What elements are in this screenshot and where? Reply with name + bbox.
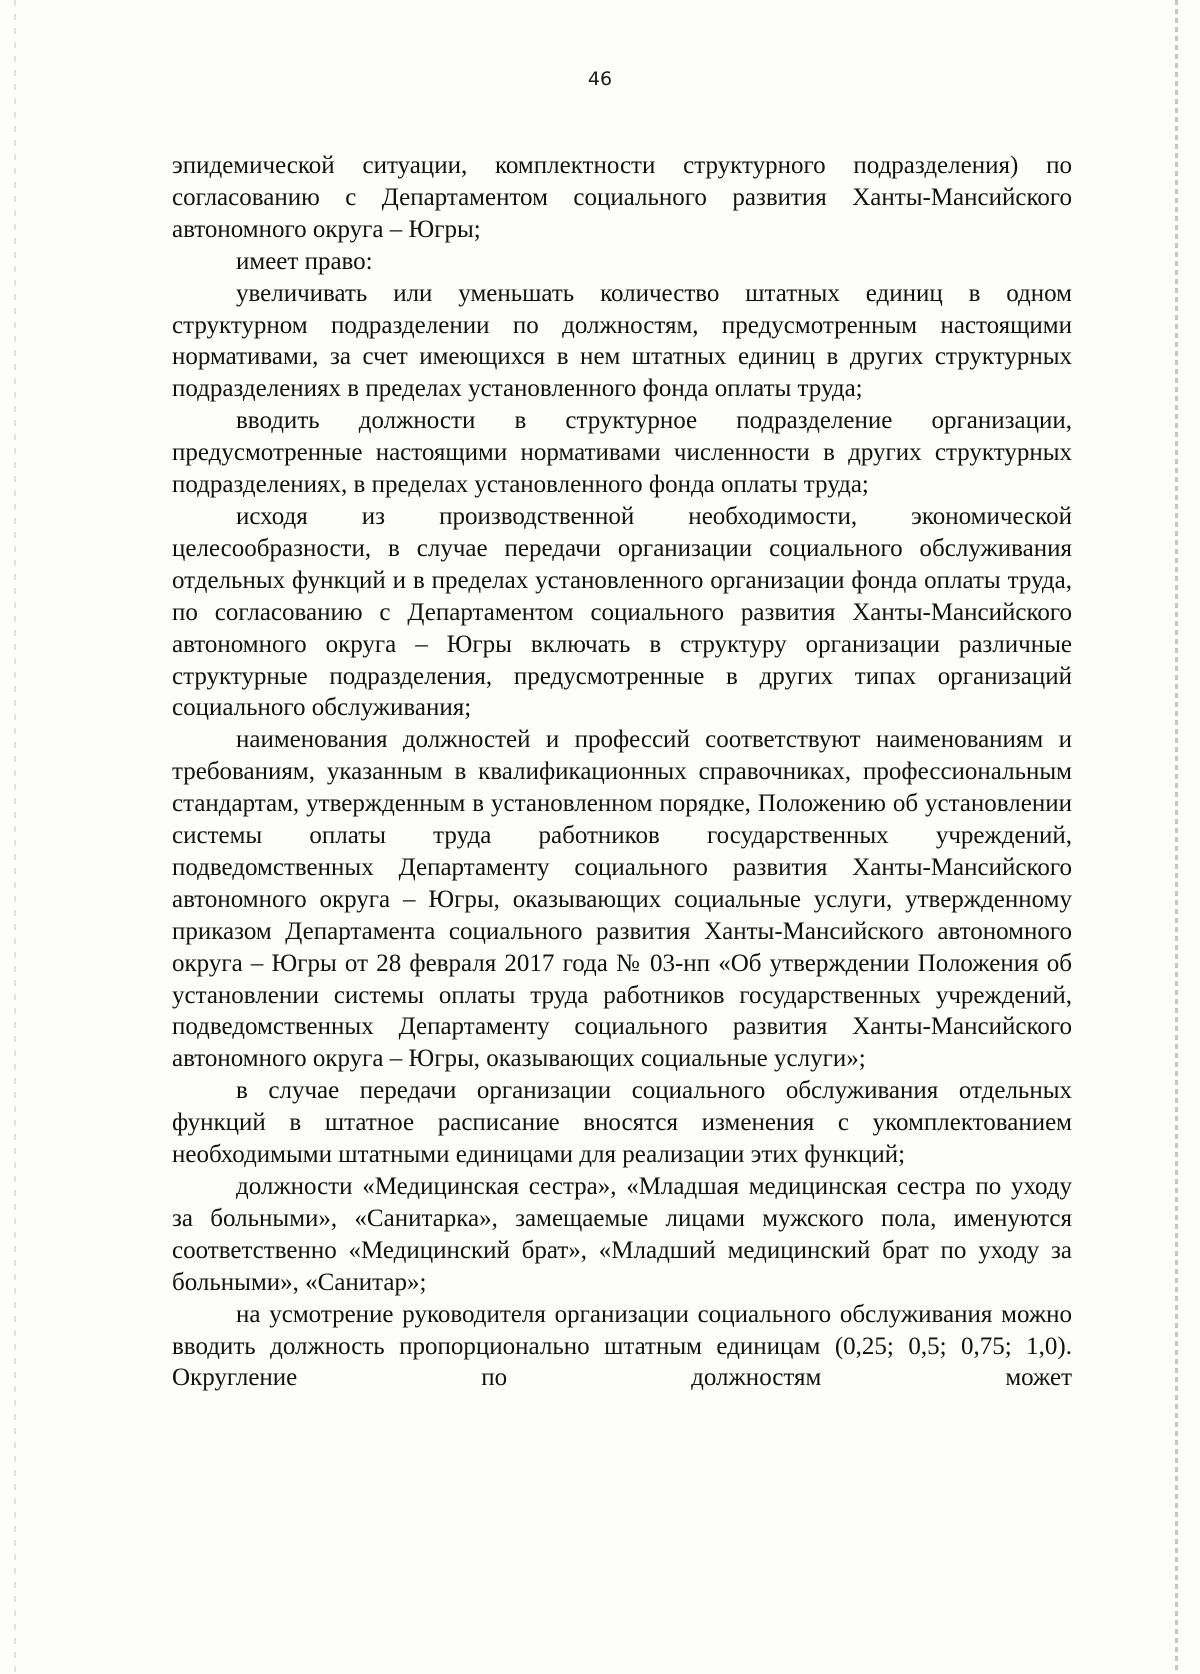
scan-edge-left bbox=[14, 0, 16, 1674]
paragraph: вводить должности в структурное подразделение организации, предусмотренные настоящими нормативами численности в других структурных подразделениях, в пределах установленного фонда оплаты труда; bbox=[172, 407, 1072, 499]
paragraph: наименования должностей и профессий соответствуют наименованиям и требованиям, указанным в квалификационных справочниках, профессиональным стандартам, утвержденным в установленном порядке, Положению об установлении системы оплаты труда работников государственных учреждений, подведомственных Департаменту социального развития Ханты-Мансийского автономного округа – Югры, оказывающих социальные услуги, утвержденному приказом Департамента социального развития Ханты-Мансийского автономного округа – Югры от 28 февраля 2017 года № 03-нп «Об утверждении Положения об установлении системы оплаты труда работников государственных учреждений, подведомственных Департаменту социального развития Ханты-Мансийского автономного округа – Югры, оказывающих социальные услуги»; bbox=[172, 726, 1072, 1073]
paragraph: в случае передачи организации социального обслуживания отдельных функций в штатное расписание вносятся изменения с укомплектованием необходимыми штатными единицами для реализации этих функций; bbox=[172, 1077, 1072, 1169]
page-number: 46 bbox=[587, 68, 613, 90]
paragraph: имеет право: bbox=[236, 247, 373, 275]
scan-edge-right bbox=[1175, 0, 1178, 1674]
paragraph: увеличивать или уменьшать количество штатных единиц в одном структурном подразделении по должностям, предусмотренным настоящими нормативами, за счет имеющихся в нем штатных единиц в других структурных подразделениях в пределах установленного фонда оплаты труда; bbox=[172, 279, 1072, 403]
paragraph: должности «Медицинская сестра», «Младшая медицинская сестра по уходу за больными», «Санитарка», замещаемые лицами мужского пола, именуются соответственно «Медицинский брат», «Младший медицинский брат по уходу за больными», «Санитар»; bbox=[172, 1173, 1072, 1296]
paragraph: на усмотрение руководителя организации социального обслуживания можно вводить должность пропорционально штатным единицам (0,25; 0,5; 0,75; 1,0). Округление по должностям может bbox=[172, 1300, 1072, 1392]
document-body bbox=[172, 150, 1072, 1394]
paragraph: эпидемической ситуации, комплектности структурного подразделения) по согласованию с Департаментом социального развития Ханты-Мансийского автономного округа – Югры; bbox=[172, 152, 1072, 243]
paragraph: исходя из производственной необходимости, экономической целесообразности, в случае передачи организации социального обслуживания отдельных функций и в пределах установленного организации фонда оплаты труда, по согласованию с Департаментом социального развития Ханты-Мансийского автономного округа – Югры включать в структуру организации различные структурные подразделения, предусмотренные в других типах организаций социального обслуживания; bbox=[172, 502, 1072, 722]
